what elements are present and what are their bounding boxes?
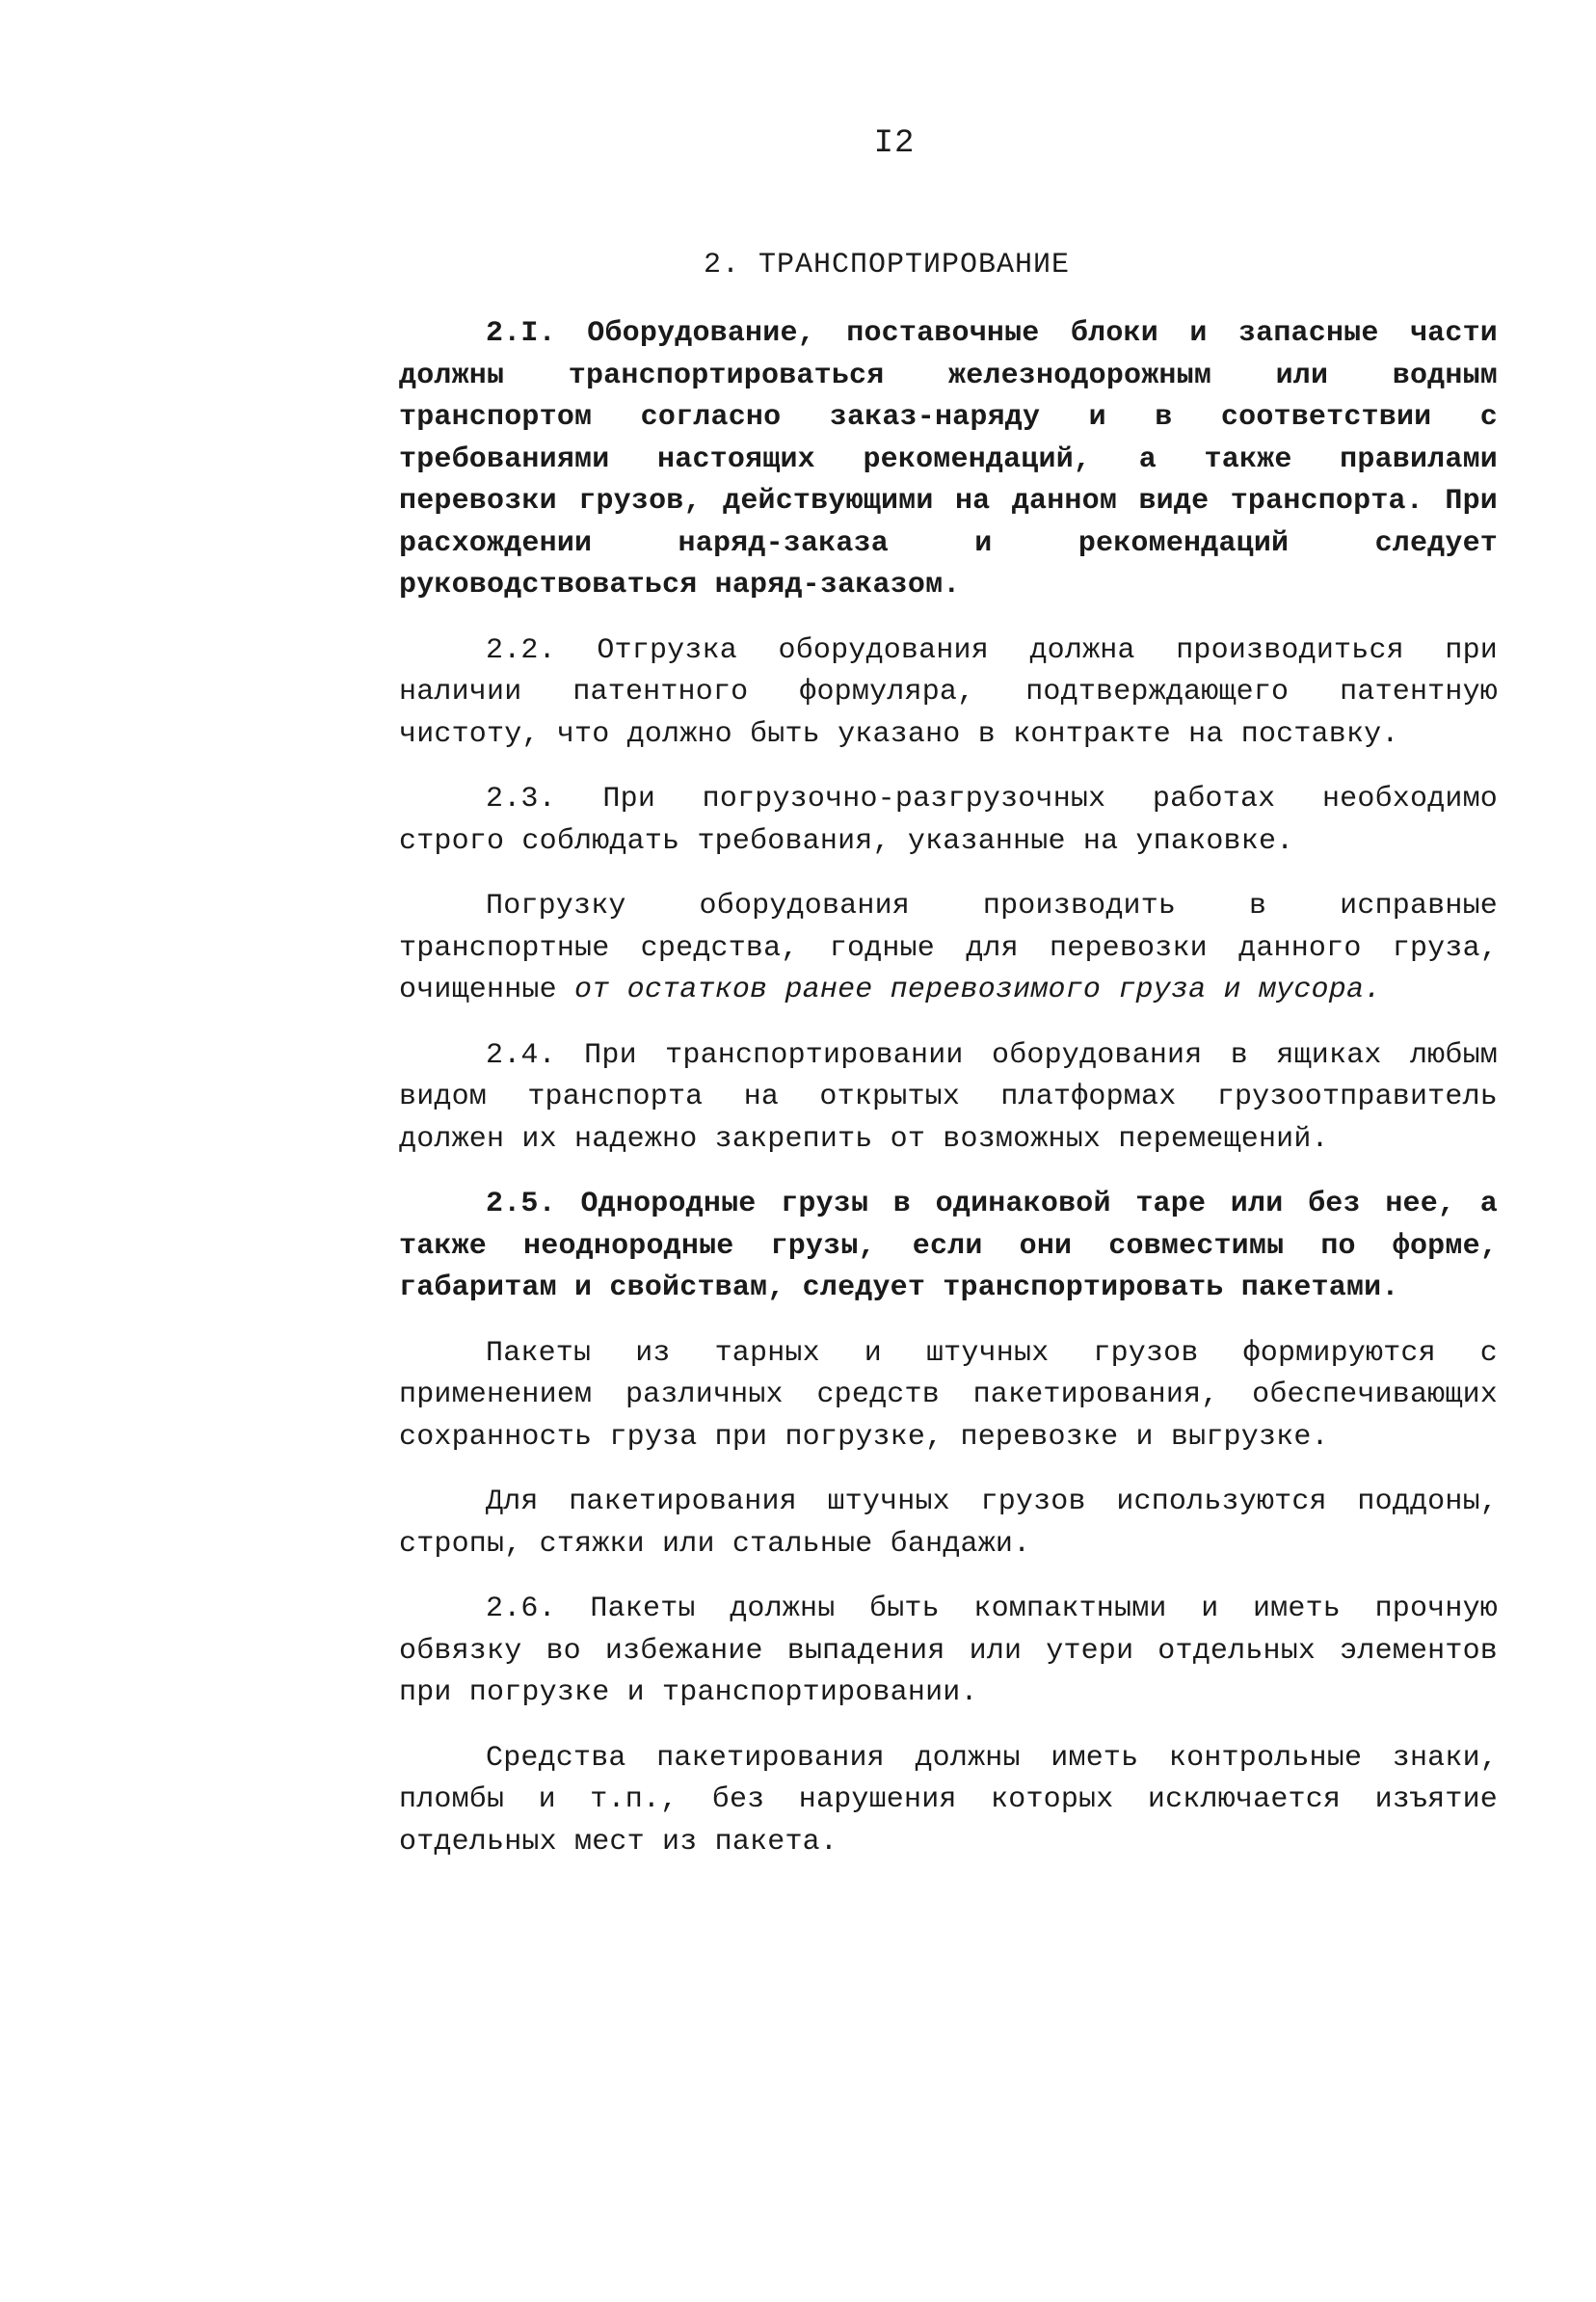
paragraph-2-6: 2.6. Пакеты должны быть компактными и иметь прочную обвязку во избежание выпадения или утери отдельных элементов при погрузке и транспортировании. xyxy=(399,1593,1498,1709)
paragraph-2-5: 2.5. Однородные грузы в одинаковой таре или без нее, а также неоднородные грузы, если они совместимы по форме, габаритам и свойствам, следует транспортировать пакетами. xyxy=(399,1188,1498,1304)
paragraph-2-2: 2.2. Отгрузка оборудования должна производиться при наличии патентного формуляра, подтверждающего патентную чистоту, что должно быть указано в контракте на поставку. xyxy=(399,633,1498,751)
paragraph-2-5-packets: Пакеты из тарных и штучных грузов формируются с применением различных средств пакетирования, обеспечивающих сохранность груза при погрузке, перевозке и выгрузке. xyxy=(399,1336,1498,1454)
paragraph-2-6-seals: Средства пакетирования должны иметь контрольные знаки, пломбы и т.п., без нарушения которых исключается изъятие отдельных мест из пакета. xyxy=(399,1741,1498,1859)
paragraph-2-3-loading-italic: от остатков ранее перевозимого груза и мусора. xyxy=(574,974,1382,1006)
paragraph-2-3: 2.3. При погрузочно-разгрузочных работах необходимо строго соблюдать требования, указанные на упаковке. xyxy=(399,783,1498,858)
paragraph-2-3-loading-main: Погрузку оборудования производить в исправные транспортные средства, годные для перевозки данного груза, очищенные xyxy=(399,890,1498,1006)
page-number: I2 xyxy=(873,125,916,162)
paragraph-2-5-pallets: Для пакетирования штучных грузов используются поддоны, стропы, стяжки или стальные бандажи. xyxy=(399,1486,1498,1561)
body-text xyxy=(399,313,1498,1887)
paragraph-2-1: 2.I. Оборудование, поставочные блоки и запасные части должны транспортироваться железнодорожным или водным транспортом согласно заказ-наряду и в соответствии с требованиями настоящих рекомендаций, а также правилами перевозки грузов, действующими на данном виде транспорта. При расхождении наряд-заказа и рекомендаций следует руководствоваться наряд-заказом. xyxy=(399,317,1498,602)
paragraph-2-3-loading xyxy=(399,886,1498,1012)
paragraph-2-4: 2.4. При транспортировании оборудования в ящиках любым видом транспорта на открытых платформах грузоотправитель должен их надежно закрепить от возможных перемещений. xyxy=(399,1038,1498,1156)
section-title: 2. ТРАНСПОРТИРОВАНИЕ xyxy=(703,249,1071,281)
